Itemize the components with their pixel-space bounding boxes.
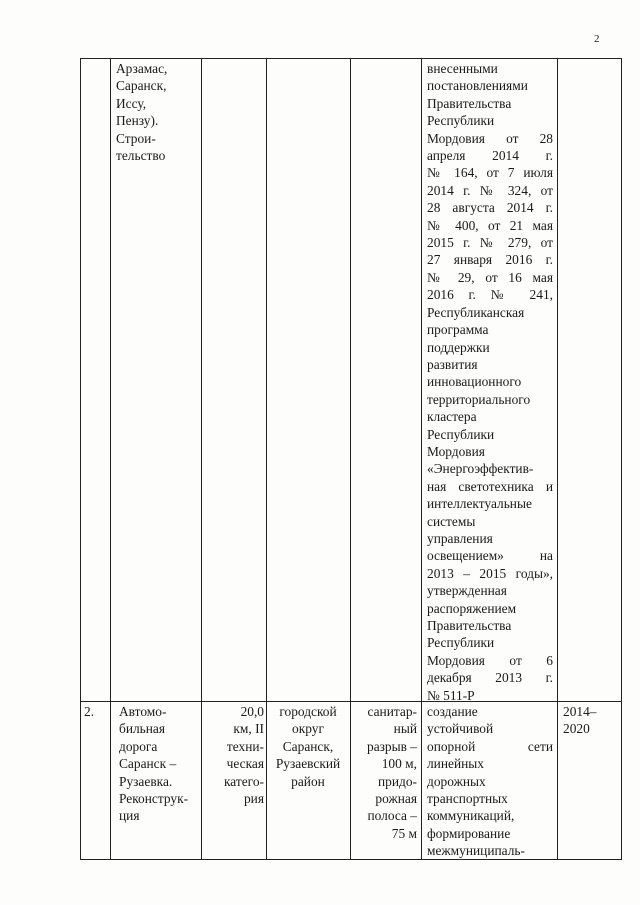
table-column-divider bbox=[557, 58, 558, 860]
cell-text-line: бильная bbox=[119, 721, 166, 737]
table-column-divider bbox=[201, 58, 202, 860]
cell-text-line: ный bbox=[393, 721, 417, 737]
table-column-divider bbox=[266, 58, 267, 860]
cell-text-line: создание bbox=[427, 704, 478, 719]
cell-text-line: придо- bbox=[378, 773, 417, 789]
row1-object-cell bbox=[116, 60, 198, 164]
cell-text-line: рия bbox=[243, 791, 264, 807]
cell-text-line: техни- bbox=[226, 738, 264, 754]
cell-text-line: Саранск – bbox=[119, 756, 177, 772]
row-number: 2. bbox=[84, 704, 95, 719]
row2-zone-cell bbox=[353, 703, 417, 842]
cell-text-line: Правительства bbox=[427, 618, 512, 633]
row2-period-cell bbox=[563, 703, 619, 738]
cell-text-line: интеллектуальные bbox=[427, 496, 532, 512]
cell-text-line: 2015 г. № 279, от bbox=[427, 235, 553, 251]
cell-text-line: № 29, от 16 мая bbox=[427, 269, 553, 285]
cell-text-line: поддержки bbox=[427, 339, 490, 355]
cell-text-line: территориального bbox=[427, 391, 531, 407]
cell-text-line: Мордовия bbox=[427, 443, 485, 459]
row2-params-cell bbox=[204, 703, 264, 807]
table-column-divider bbox=[421, 58, 422, 860]
cell-text-line: Автомо- bbox=[119, 704, 167, 719]
cell-text-line: Республики bbox=[427, 113, 495, 129]
cell-text-line: программа bbox=[427, 322, 489, 338]
cell-text-line: 2014 г. № 324, от bbox=[427, 182, 553, 198]
cell-text-line: Мордовия от 6 bbox=[427, 652, 553, 668]
cell-text-line: № 164, от 7 июля bbox=[427, 165, 553, 181]
cell-text-line: ная светотехника и bbox=[427, 478, 553, 494]
table-column-divider bbox=[110, 58, 111, 860]
row2-number-cell bbox=[84, 703, 108, 720]
row1-basis-cell bbox=[427, 60, 553, 704]
cell-text-line: 2016 г. № 241, bbox=[427, 287, 553, 303]
row2-object-cell bbox=[119, 703, 199, 825]
cell-text-line: 27 января 2016 г. bbox=[427, 252, 553, 268]
cell-text-line: 100 м, bbox=[381, 756, 417, 772]
cell-text-line: кластера bbox=[427, 409, 477, 425]
cell-text-line: Республики bbox=[427, 635, 495, 651]
cell-text-line: внесенными bbox=[427, 61, 498, 76]
cell-text-line: № 511-Р bbox=[427, 687, 475, 703]
table-column-divider bbox=[350, 58, 351, 860]
cell-text-line: Иссу, bbox=[116, 95, 147, 111]
cell-text-line: развития bbox=[427, 356, 478, 372]
cell-text-line: 20,0 bbox=[240, 704, 264, 719]
cell-text-line: декабря 2013 г. bbox=[427, 670, 553, 686]
cell-text-line: Рузаевка. bbox=[119, 773, 173, 789]
cell-text-line: дорожных bbox=[427, 773, 486, 789]
cell-text-line: постановлениями bbox=[427, 78, 528, 94]
cell-text-line: линейных bbox=[427, 756, 484, 772]
cell-text-line: «Энергоэффектив- bbox=[427, 461, 534, 477]
cell-text-line: распоряжением bbox=[427, 600, 517, 616]
cell-text-line: 2014– bbox=[563, 704, 597, 719]
cell-text-line: катего- bbox=[223, 773, 264, 789]
row2-location-cell bbox=[268, 703, 348, 790]
cell-text-line: коммуникаций, bbox=[427, 808, 515, 824]
cell-text-line: Правительства bbox=[427, 95, 512, 111]
cell-text-line: ция bbox=[119, 808, 140, 824]
cell-text-line: км, II bbox=[233, 721, 264, 737]
cell-text-line: утвержденная bbox=[427, 583, 507, 599]
cell-text-line: городской bbox=[279, 704, 337, 719]
planning-table bbox=[80, 58, 622, 860]
cell-text-line: освещением» на bbox=[427, 548, 553, 564]
cell-text-line: 75 м bbox=[391, 825, 417, 841]
cell-text-line: округ bbox=[292, 721, 324, 737]
table-border-left bbox=[80, 58, 81, 860]
cell-text-line: Саранск, bbox=[116, 78, 167, 94]
cell-text-line: Республиканская bbox=[427, 304, 525, 320]
cell-text-line: Саранск, bbox=[282, 738, 334, 754]
cell-text-line: Республики bbox=[427, 426, 495, 442]
cell-text-line: 2020 bbox=[563, 721, 590, 737]
cell-text-line: апреля 2014 г. bbox=[427, 148, 553, 164]
cell-text-line: дорога bbox=[119, 738, 158, 754]
table-border-top bbox=[80, 58, 622, 59]
cell-text-line: транспортных bbox=[427, 791, 508, 807]
row2-basis-cell bbox=[427, 703, 553, 860]
cell-text-line: санитар- bbox=[367, 704, 417, 719]
page-number: 2 bbox=[594, 33, 600, 45]
cell-text-line: Рузаевский bbox=[275, 756, 341, 772]
cell-text-line: разрыв – bbox=[367, 738, 417, 754]
table-border-right bbox=[621, 58, 622, 860]
cell-text-line: Мордовия от 28 bbox=[427, 130, 553, 146]
cell-text-line: Арзамас, bbox=[116, 61, 168, 76]
cell-text-line: Пензу). bbox=[116, 113, 159, 129]
cell-text-line: 2013 – 2015 годы», bbox=[427, 565, 553, 581]
cell-text-line: Строи- bbox=[116, 130, 156, 146]
cell-text-line: рожная bbox=[375, 791, 417, 807]
cell-text-line: тельство bbox=[116, 148, 166, 164]
cell-text-line: Реконструк- bbox=[119, 791, 189, 807]
cell-text-line: устойчивой bbox=[427, 721, 494, 737]
cell-text-line: полоса – bbox=[367, 808, 417, 824]
cell-text-line: 28 августа 2014 г. bbox=[427, 200, 553, 216]
cell-text-line: район bbox=[291, 773, 325, 789]
cell-text-line: формирование bbox=[427, 825, 511, 841]
cell-text-line: инновационного bbox=[427, 374, 522, 390]
cell-text-line: системы bbox=[427, 513, 476, 529]
cell-text-line: межмуниципаль- bbox=[427, 843, 525, 859]
cell-text-line: опорной сети bbox=[427, 738, 553, 754]
cell-text-line: управления bbox=[427, 530, 493, 546]
cell-text-line: ческая bbox=[226, 756, 264, 772]
cell-text-line: № 400, от 21 мая bbox=[427, 217, 553, 233]
